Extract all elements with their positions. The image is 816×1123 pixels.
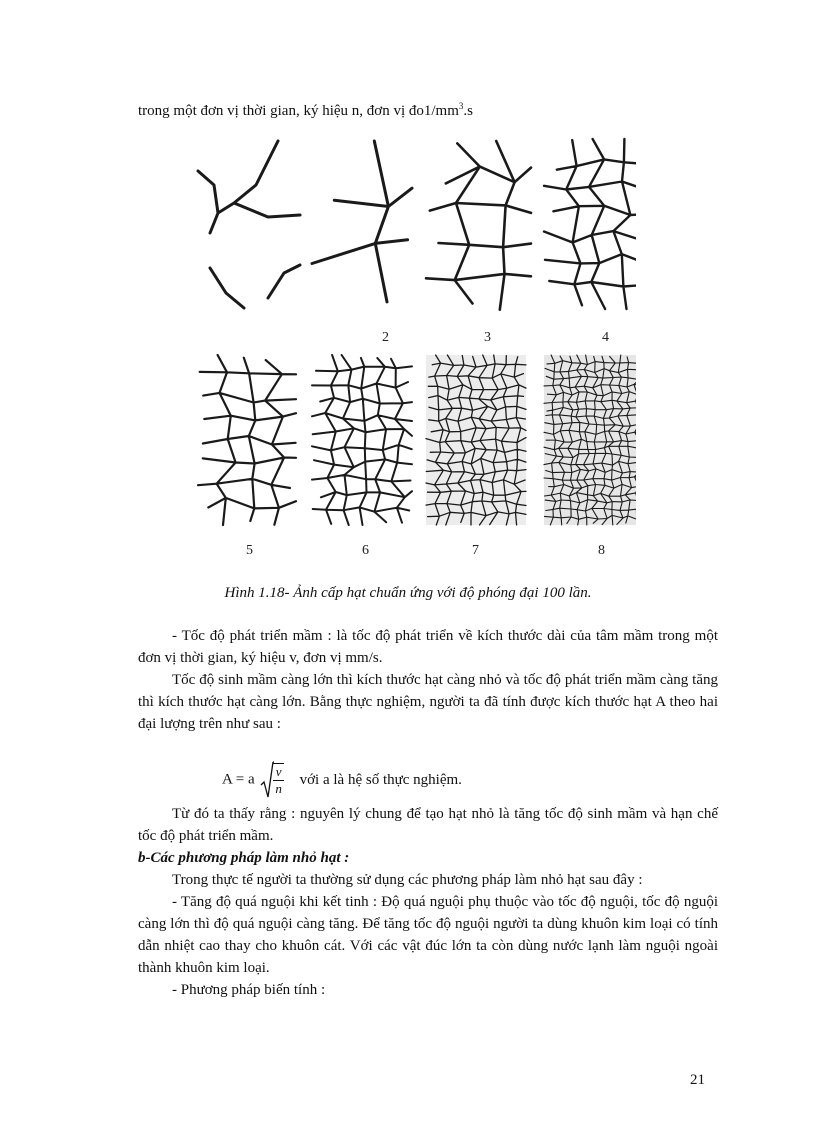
paragraph-principle: Từ đó ta thấy rằng : nguyên lý chung để tạo hạt nhỏ là tăng tốc độ sinh mầm và hạn chế tốc độ phát triển mầm. xyxy=(138,806,718,844)
grain-micrographs xyxy=(196,133,636,563)
figure-label-5: 5 xyxy=(246,543,253,558)
formula-left: A = a xyxy=(222,771,255,788)
paragraph-methods-intro: Trong thực tế người ta thường sử dụng các phương pháp làm nhỏ hạt sau đây : xyxy=(172,872,643,888)
figure-label-8: 8 xyxy=(598,543,605,558)
micrograph-4 xyxy=(544,139,636,309)
figure-label-4: 4 xyxy=(602,330,609,345)
paragraph-undercooling: - Tăng độ quá nguội khi kết tinh : Độ quá nguội phụ thuộc vào tốc độ nguội, tốc độ nguội càng lớn thì độ quá nguội càng tăng. Để tăng tốc độ nguội người ta dùng khuôn kim loại có tính dẫn nhiệt cao thay cho khuôn cát. Với các vật đúc lớn ta còn dùng nước lạnh làm nguội ngoài thành khuôn kim loại. xyxy=(138,894,718,976)
formula-numerator: v xyxy=(273,764,284,781)
text-line-top-main: trong một đơn vị thời gian, ký hiệu n, đơn vị đo1/mm xyxy=(138,103,459,119)
radical-sign xyxy=(260,760,274,800)
section-heading: b-Các phương pháp làm nhỏ hạt : xyxy=(138,850,350,866)
formula-denominator: n xyxy=(275,781,282,796)
figure-label-2: 2 xyxy=(382,330,389,345)
figure-label-3: 3 xyxy=(484,330,491,345)
micrograph-1 xyxy=(198,141,300,308)
page-number: 21 xyxy=(690,1072,705,1088)
micrograph-5 xyxy=(198,355,296,525)
figure-label-7: 7 xyxy=(472,543,479,558)
text-line-top-superscript: 3 xyxy=(458,101,464,111)
grain-size-formula xyxy=(222,760,462,804)
micrograph-6 xyxy=(312,355,412,525)
grain-size-figure xyxy=(196,133,636,563)
text-line-top-suffix: .s xyxy=(463,103,473,119)
formula-fraction xyxy=(273,763,284,797)
figure-label-6: 6 xyxy=(362,543,369,558)
formula-root xyxy=(260,760,284,800)
formula-right: với a là hệ số thực nghiệm. xyxy=(299,771,462,788)
micrograph-3 xyxy=(426,141,531,310)
micrograph-7 xyxy=(426,355,526,525)
paragraph-modification: - Phương pháp biến tính : xyxy=(172,982,326,998)
micrograph-2 xyxy=(312,141,412,302)
text-line-top xyxy=(138,100,738,122)
micrograph-8 xyxy=(544,355,636,525)
figure-caption: Hình 1.18- Ảnh cấp hạt chuẩn ứng với độ phóng đại 100 lần. xyxy=(224,585,592,601)
paragraph-growth-rate: - Tốc độ phát triển mầm : là tốc độ phát triển về kích thước dài của tâm mầm trong một đơn vị thời gian, ký hiệu v, đơn vị mm/s. xyxy=(138,628,718,666)
paragraph-nucleation: Tốc độ sinh mầm càng lớn thì kích thước hạt càng nhỏ và tốc độ phát triển mầm càng tăng thì kích thước hạt càng lớn. Bằng thực nghiệm, người ta đã tính được kích thước hạt A theo hai đại lượng trên như sau : xyxy=(138,672,718,732)
